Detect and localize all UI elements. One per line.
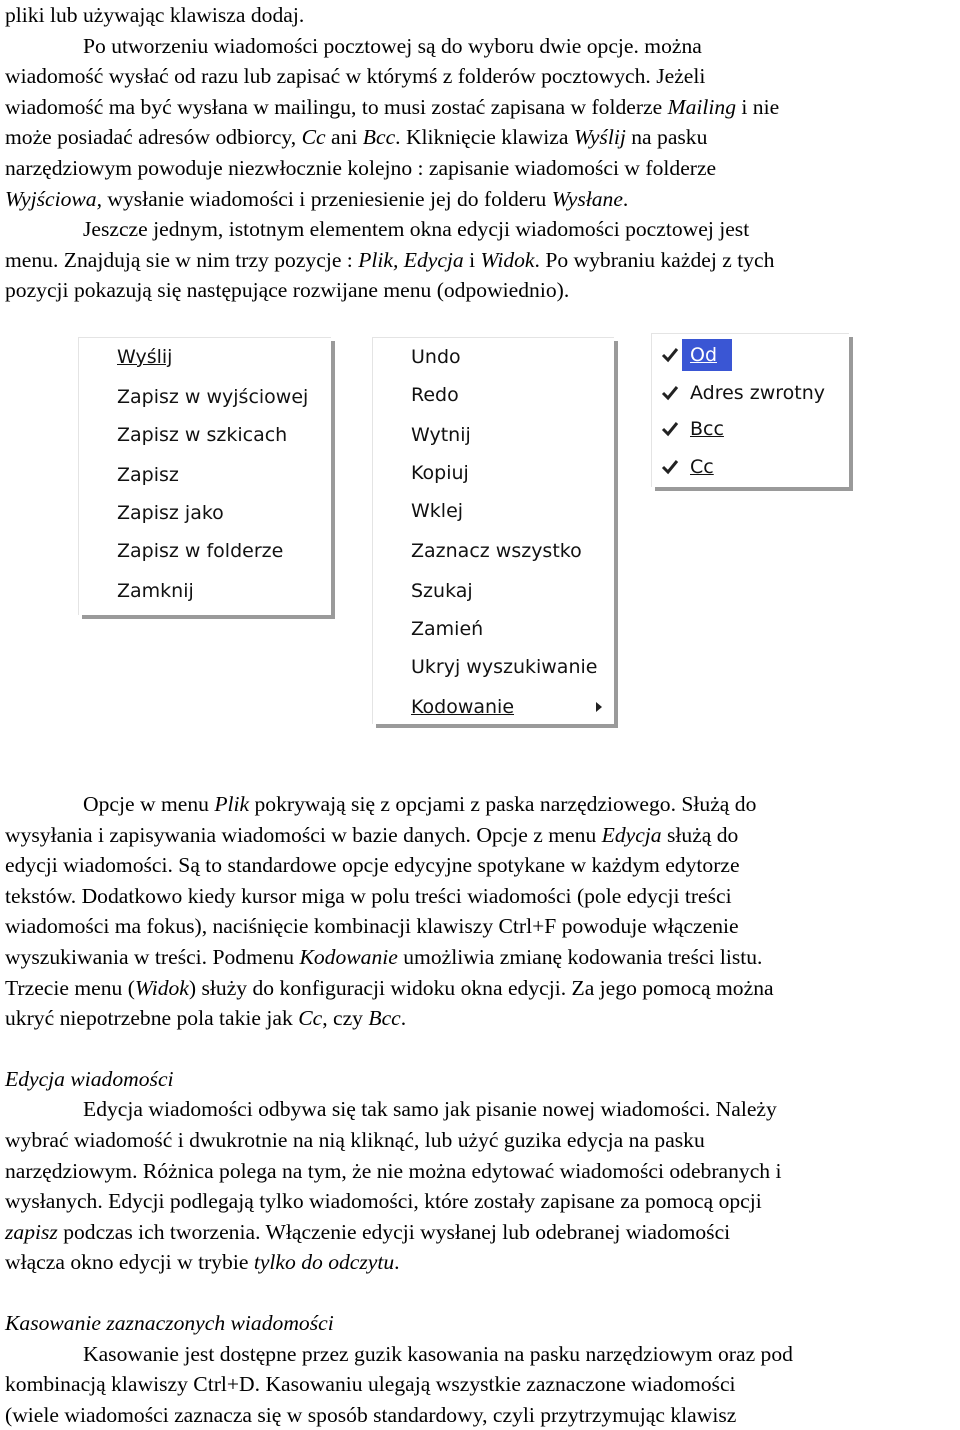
menu-item-od[interactable]: Od xyxy=(652,336,849,374)
text-line: wiadomość ma być wysłana w mailingu, to musi zostać zapisana w folderze Mailing i nie xyxy=(5,94,780,119)
submenu-arrow-icon xyxy=(596,702,602,712)
text-line: Wyjściowa, wysłanie wiadomości i przeniesienie jej do folderu Wysłane. xyxy=(5,186,629,211)
menu-item-ukryj-wyszukiwanie[interactable]: Ukryj wyszukiwanie xyxy=(411,656,598,678)
text-line: wiadomości ma fokus), naciśnięcie kombinacji klawiszy Ctrl+F powoduje włączenie xyxy=(5,914,739,939)
menu-item-adres-zwrotny[interactable]: Adres zwrotny xyxy=(652,374,849,412)
checkmark-icon xyxy=(660,345,680,365)
text-line: Kasowanie jest dostępne przez guzik kasowania na pasku narzędziowym oraz pod xyxy=(83,1341,793,1366)
menu-item-wyslij[interactable]: Wyślij xyxy=(117,346,173,368)
text-line: edycji wiadomości. Są to standardowe opcje edycyjne spotykane w każdym edytorze xyxy=(5,853,740,878)
menu-item-zapisz-jako[interactable]: Zapisz jako xyxy=(117,502,224,524)
checkmark-icon xyxy=(660,457,680,477)
menu-item-zamknij[interactable]: Zamknij xyxy=(117,580,194,602)
text-line: narzędziowym powoduje niezwłocznie kolejno : zapisanie wiadomości w folderze xyxy=(5,155,717,180)
text-line: pliki lub używając klawisza dodaj. xyxy=(5,3,305,27)
menu-item-zapisz-w-wyjsciowej[interactable]: Zapisz w wyjściowej xyxy=(117,386,309,408)
text-line: (wiele wiadomości zaznacza się w sposób standardowy, czyli przytrzymując klawisz xyxy=(5,1402,737,1427)
text-line: wyszukiwania w treści. Podmenu Kodowanie umożliwia zmianę kodowania treści listu. xyxy=(5,944,763,969)
intro-paragraph xyxy=(5,0,957,306)
text-line: tekstów. Dodatkowo kiedy kursor miga w polu treści wiadomości (pole edycji treści xyxy=(5,883,732,908)
menu-item-zamien[interactable]: Zamień xyxy=(411,618,484,640)
text-line: wysłanych. Edycji podlegają tylko wiadomości, które zostały zapisane za pomocą opcji xyxy=(5,1189,762,1214)
menu-item-bcc[interactable]: Bcc xyxy=(652,410,849,448)
text-line: Trzecie menu (Widok) służy do konfiguracji widoku okna edycji. Za jego pomocą można xyxy=(5,975,774,1000)
menu-item-zapisz-w-folderze[interactable]: Zapisz w folderze xyxy=(117,540,284,562)
text-line: narzędziowym. Różnica polega na tym, że nie można edytować wiadomości odebranych i xyxy=(5,1158,782,1183)
menu-item-zapisz[interactable]: Zapisz xyxy=(117,464,179,486)
section-heading: Kasowanie zaznaczonych wiadomości xyxy=(5,1310,334,1335)
text-line: kombinacją klawiszy Ctrl+D. Kasowaniu ulegają wszystkie zaznaczone wiadomości xyxy=(5,1372,736,1397)
menu-item-kopiuj[interactable]: Kopiuj xyxy=(411,462,469,484)
text-line: zapisz podczas ich tworzenia. Włączenie edycji wysłanej lub odebranej wiadomości xyxy=(5,1219,731,1244)
section-heading: Edycja wiadomości xyxy=(5,1066,174,1091)
menu-item-redo[interactable]: Redo xyxy=(411,384,459,406)
checkmark-icon xyxy=(660,419,680,439)
text-line: wybrać wiadomość i dwukrotnie na nią kliknąć, lub użyć guzika edycja na pasku xyxy=(5,1127,705,1152)
edycja-menu xyxy=(372,337,614,724)
menu-item-kodowanie[interactable]: Kodowanie xyxy=(373,688,614,726)
text-line: Jeszcze jednym, istotnym elementem okna edycji wiadomości pocztowej jest xyxy=(83,217,750,242)
plik-menu xyxy=(78,337,331,615)
menu-item-zapisz-w-szkicach[interactable]: Zapisz w szkicach xyxy=(117,424,288,446)
text-line: Edycja wiadomości odbywa się tak samo jak pisanie nowej wiadomości. Należy xyxy=(83,1097,777,1122)
menu-item-szukaj[interactable]: Szukaj xyxy=(411,580,473,602)
body-text xyxy=(5,789,957,1430)
menu-item-cc[interactable]: Cc xyxy=(652,448,849,486)
text-line: włącza okno edycji w trybie tylko do odczytu. xyxy=(5,1250,400,1275)
text-line: Po utworzeniu wiadomości pocztowej są do wyboru dwie opcje. można xyxy=(83,33,702,58)
text-line: pozycji pokazują się następujące rozwijane menu (odpowiednio). xyxy=(5,278,570,303)
text-line: menu. Znajdują sie w nim trzy pozycje : Plik, Edycja i Widok. Po wybraniu każdej z tych xyxy=(5,247,775,272)
menu-item-wklej[interactable]: Wklej xyxy=(411,500,464,522)
text-line: Opcje w menu Plik pokrywają się z opcjami z paska narzędziowego. Służą do xyxy=(83,792,757,816)
text-line: ukryć niepotrzebne pola takie jak Cc, czy Bcc. xyxy=(5,1006,407,1031)
menu-item-undo[interactable]: Undo xyxy=(411,346,461,368)
text-line: może posiadać adresów odbiorcy, Cc ani Bcc. Kliknięcie klawiza Wyślij na pasku xyxy=(5,125,708,150)
text-line: wiadomość wysłać od razu lub zapisać w którymś z folderów pocztowych. Jeżeli xyxy=(5,64,706,89)
menu-item-wytnij[interactable]: Wytnij xyxy=(411,424,471,446)
menu-item-zaznacz-wszystko[interactable]: Zaznacz wszystko xyxy=(411,540,582,562)
widok-menu xyxy=(651,333,849,487)
text-line: wysyłania i zapisywania wiadomości w bazie danych. Opcje z menu Edycja służą do xyxy=(5,822,739,847)
checkmark-icon xyxy=(660,383,680,403)
